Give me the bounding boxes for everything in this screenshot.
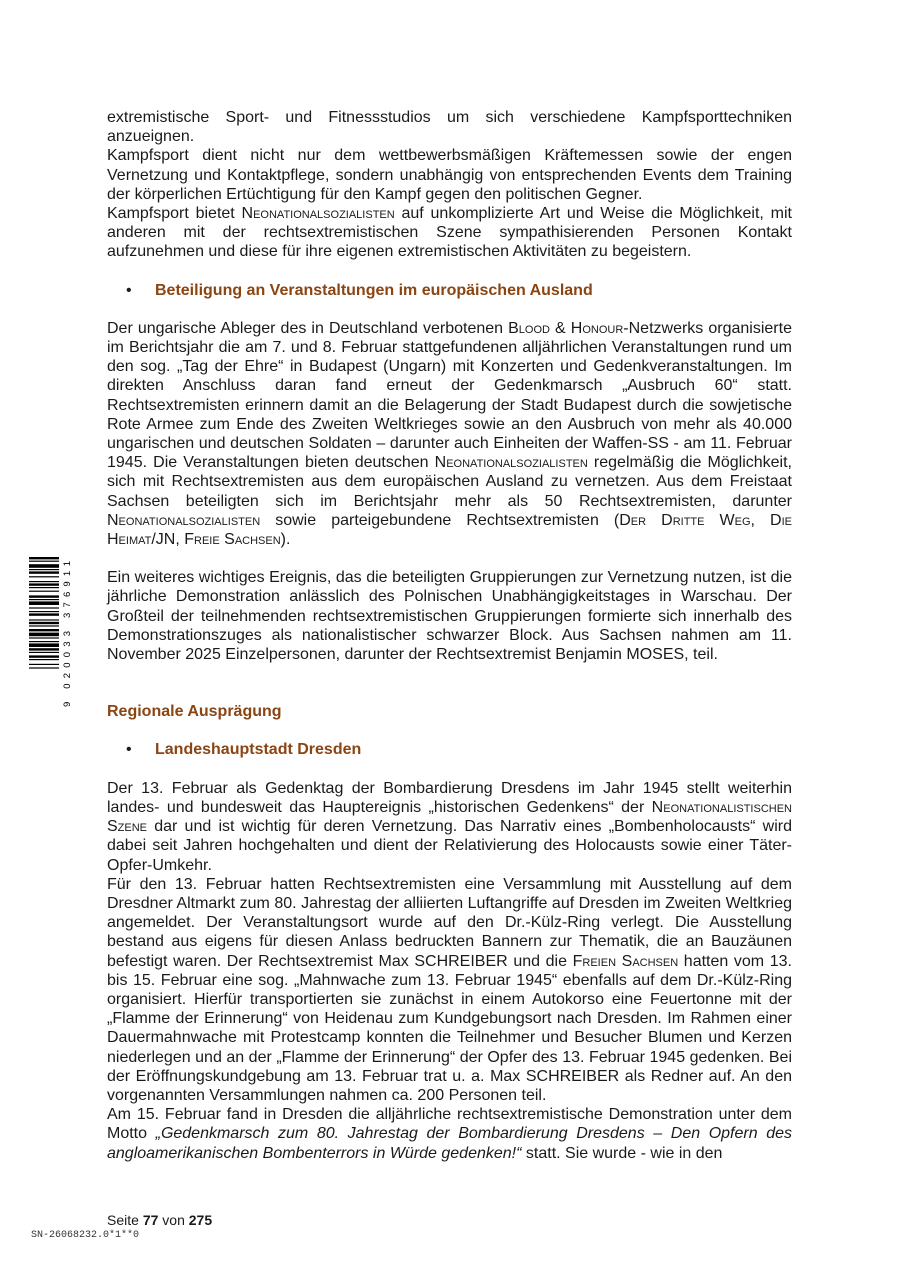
paragraph: Am 15. Februar fand in Dresden die alljährliche rechtsextremistische Demonstration unter dem Motto „Gedenkmarsch zum 80. Jahrestag der Bombardierung Dresdens – Den Opfern des angloamerikanischen Bombenterrors in Würde gedenken!“ statt. Sie wurde - wie in den <box>107 1106 792 1162</box>
paragraph: Kampfsport dient nicht nur dem wettbewerbsmäßigen Kräftemessen sowie der engen Vernetzung und Kontaktpflege, sondern unabhängig von entsprechenden Events dem Training der körperlichen Ertüchtigung für den Kampf gegen den politischen Gegner. <box>107 147 792 203</box>
paragraph: Ein weiteres wichtiges Ereignis, das die beteiligten Gruppierungen zur Vernetzung nutzen, ist die jährliche Demonstration anlässlich des Polnischen Unabhängigkeitstages in Warschau. Der Großteil der teilnehmenden rechtsextremistischen Gruppierungen formierte sich innerhalb des Demonstrationszuges als nationalistischer schwarzer Block. Aus Sachsen nahmen am 11. November 2025 Einzelpersonen, darunter der Rechtsextremist Benjamin MOSES, teil. <box>107 569 792 664</box>
barcode-bar <box>29 557 59 559</box>
barcode-bar <box>29 564 59 568</box>
barcode-bar <box>29 571 59 573</box>
barcode-bar <box>29 667 59 668</box>
barcode-bar <box>29 561 59 562</box>
page-number: Seite 77 von 275 <box>107 1212 213 1228</box>
barcode-bar <box>29 583 59 585</box>
barcode-bar <box>29 643 59 647</box>
bullet-heading-europe: • Beteiligung an Veranstaltungen im europäischen Ausland <box>126 281 593 299</box>
paragraph: Der 13. Februar als Gedenktag der Bombardierung Dresdens im Jahr 1945 stellt weiterhin landes- und bundesweit das Hauptereignis „historischen Gedenkens“ der Neonationalistischen Szene dar und ist wichtig für deren Vernetzung. Das Narrativ eines „Bombenholocausts“ wird dabei seit Jahren hochgehalten und dient der Relativierung des Holocausts sowie einer Täter-Opfer-Umkehr. <box>107 779 792 874</box>
barcode-bar <box>29 587 59 588</box>
barcode <box>29 557 73 707</box>
barcode-bar <box>29 652 59 653</box>
paragraph: Der ungarische Ableger des in Deutschland verbotenen Blood & Honour-Netzwerks organisierte im Berichtsjahr die am 7. und 8. Februar stattgefundenen alljährlichen Veranstaltungen rund um den sog. „Tag der Ehre“ in Budapest (Ungarn) mit Konzerten und Gedenkveranstaltungen. Im direkten Anschluss daran fand erneut der Gedenkmarsch „Ausbruch 60“ statt. Rechtsextremisten erinnern damit an die Belagerung der Stadt Budapest durch die sowjetische Rote Armee zum Ende des Zweiten Weltkrieges sowie an den Ausbruch von mehr als 40.000 ungarischen und deutschen Soldaten – darunter auch Einheiten der Waffen-SS - am 11. Februar 1945. Die Veranstaltungen bieten deutschen Neonationalsozialisten regelmäßig die Möglichkeit, sich mit Rechtsextremisten aus dem europäischen Ausland zu vernetzen. Aus dem Freistaat Sachsen beteiligten sich im Berichtsjahr mehr als 50 Rechtsextremisten, darunter Neonationalsozialisten sowie parteigebundene Rechtsextremisten (Der Dritte Weg, Die Heimat/JN, Freie Sachsen). <box>107 319 792 549</box>
barcode-bar <box>29 611 59 612</box>
barcode-bar <box>29 648 59 650</box>
barcode-bar <box>29 595 59 597</box>
paragraph: Kampfsport bietet Neonationalsozialisten auf unkomplizierte Art und Weise die Möglichkeit, mit anderen mit der rechtsextremistischen Szene sympathisierenden Personen Kontakt aufzunehmen und diese für ihre eigenen extremistischen Aktivitäten zu begeistern. <box>107 205 792 261</box>
barcode-bar <box>29 576 59 577</box>
barcode-bar <box>29 637 59 638</box>
barcode-bar <box>29 625 59 626</box>
barcode-bar <box>29 613 59 615</box>
paragraph: extremistische Sport- und Fitnessstudios um sich verschiedene Kampfsporttechniken anzueignen. <box>107 109 792 146</box>
section-heading-regional: Regionale Ausprägung <box>107 703 282 721</box>
bullet-heading-dresden: • Landeshauptstadt Dresden <box>126 741 362 759</box>
barcode-bar <box>29 601 59 605</box>
barcode-bar <box>29 622 59 624</box>
barcode-bar <box>29 569 59 570</box>
barcode-bar <box>29 599 59 600</box>
barcode-bar <box>29 619 59 620</box>
barcode-bar <box>29 629 59 631</box>
barcode-bar <box>29 607 59 608</box>
barcode-digits: 9 020033 376911 <box>62 561 73 707</box>
barcode-bar <box>29 581 59 582</box>
barcode-bar <box>29 659 59 660</box>
document-id: SN-26068232.0*1**0 <box>31 1230 140 1241</box>
barcode-bar <box>29 633 59 637</box>
barcode-bar <box>29 591 59 592</box>
paragraph: Für den 13. Februar hatten Rechtsextremisten eine Versammlung mit Ausstellung auf dem Dresdner Altmarkt zum 80. Jahrestag der alliierten Luftangriffe auf Dresden im Zweiten Weltkrieg angemeldet. Der Veranstaltungsort wurde auf den Dr.-Külz-Ring verlegt. Die Ausstellung bestand aus eigens für diesen Anlass bedruckten Bannern zur Thematik, die an Bauzäunen befestigt waren. Der Rechtsextremist Max SCHREIBER und die Freien Sachsen hatten vom 13. bis 15. Februar eine sog. „Mahnwache zum 13. Februar 1945“ ebenfalls auf dem Dr.-Külz-Ring organisiert. Hierfür transportierten sie zunächst in einem Autokorso eine Feuertonne mit der „Flamme der Erinnerung“ von Heidenau zum Kundgebungsort nach Dresden. Im Rahmen einer Dauermahnwache mit Protestcamp konnten die Teilnehmer und Besucher Blumen und Kerzen niederlegen und an der „Flamme der Erinnerung“ der Opfer des 13. Februar 1945 gedenken. Bei der Eröffnungskundgebung am 13. Februar trat u. a. Max SCHREIBER als Redner auf. An den vorgenannten Versammlungen nahmen ca. 200 Personen teil. <box>107 875 793 1104</box>
page-content <box>107 108 792 1163</box>
barcode-bar <box>29 655 59 657</box>
barcode-bar <box>29 664 59 665</box>
barcode-bar <box>29 641 59 642</box>
